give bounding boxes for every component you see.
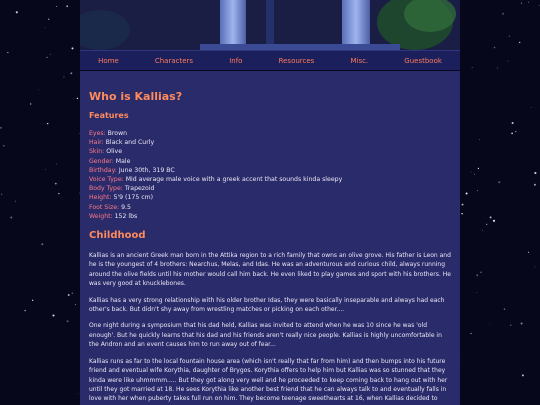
stat-value: Mid average male voice with a greek accent that sounds kinda sleepy bbox=[125, 176, 343, 184]
stat-label: Skin: bbox=[89, 148, 105, 156]
childhood-paragraph: One night during a symposium that his dad held, Kallias was invited to attend when he was 10 since he was 'old enough'. But he quickly learns that his dad and his friends aren't really nice people. Kallias is highly uncomfortable in the Andron and an event causes him to run away out of fear... bbox=[89, 322, 442, 349]
stat-label: Hair: bbox=[89, 139, 104, 147]
stat-height bbox=[89, 193, 451, 202]
nav-info[interactable]: Info bbox=[229, 56, 243, 65]
header-banner bbox=[80, 0, 460, 50]
stat-label: Eyes: bbox=[89, 130, 106, 137]
stat-label: Voice Type: bbox=[89, 176, 124, 184]
nav-home[interactable]: Home bbox=[98, 56, 119, 65]
stat-hair bbox=[89, 138, 451, 147]
nav-resources[interactable]: Resources bbox=[278, 56, 315, 65]
nav-guestbook[interactable]: Guestbook bbox=[404, 56, 442, 65]
stat-label: Birthday: bbox=[89, 166, 117, 174]
stat-value: Trapezoid bbox=[124, 185, 155, 193]
stat-label: Foot Size: bbox=[89, 203, 120, 211]
main-navigation bbox=[80, 50, 460, 70]
childhood-paragraph: Kallias is an ancient Greek man born in the Attika region to a rich family that owns an olive grove. His father is Leon and he is the youngest of 4 brothers: Nearchus, Melas, and Idas. He was an adventurous and curious child, always running around the olive fields until his mother would call him back. He even liked to play games and sport with his brothers. He was very good at knucklebones. bbox=[89, 252, 451, 288]
stat-value: June 30th, 319 BC bbox=[118, 166, 175, 174]
stat-value: Black and Curly bbox=[105, 139, 155, 147]
stat-value: 5'9 (175 cm) bbox=[113, 194, 154, 202]
nav-misc[interactable]: Misc. bbox=[350, 56, 369, 65]
stat-value: Brown bbox=[107, 130, 128, 137]
page-title: Who is Kallias? bbox=[89, 90, 183, 103]
stat-body-type bbox=[89, 184, 451, 193]
stat-gender bbox=[89, 157, 451, 166]
stat-foot-size bbox=[89, 203, 451, 212]
stat-birthday bbox=[89, 166, 451, 175]
page-wrapper bbox=[80, 0, 460, 405]
childhood-heading: Childhood bbox=[89, 230, 146, 242]
temple-banner-image bbox=[80, 0, 460, 50]
stat-skin bbox=[89, 147, 451, 156]
stat-value: Olive bbox=[106, 148, 122, 156]
childhood-paragraph: Kallias has a very strong relationship with his older brother Idas, they were basically inseparable and always had each other's back. But didn't shy away from wrestling matches or picking on each other.... bbox=[89, 296, 445, 314]
stat-value: Male bbox=[115, 157, 131, 165]
stat-value: 152 lbs bbox=[114, 212, 138, 220]
stat-label: Weight: bbox=[89, 212, 113, 220]
childhood-paragraph: Kallias runs as far to the local fountain house area (which isn't really that far from him) and then bumps into his future friend and eventual wife Korythia, daughter of Brygos. Korythia offers to help him but Kallias was so stunned that they kinda were like uhmmmm..... But they got along very well and he proceeded to keep coming back to hang out with her until they got married at 18. He sees Korythia like another best friend that he can always talk to and eventually falls in love with her when puberty takes full run on him. They become teenage sweethearts at 16, when Kallias decided to bbox=[89, 357, 448, 403]
stat-weight bbox=[89, 212, 451, 221]
stat-label: Height: bbox=[89, 194, 112, 202]
features-heading: Features bbox=[89, 111, 129, 120]
main-content bbox=[80, 71, 460, 405]
stat-label: Gender: bbox=[89, 157, 114, 165]
stat-label: Body Type: bbox=[89, 185, 123, 193]
stat-value: 9.5 bbox=[121, 203, 131, 211]
stat-eyes bbox=[89, 129, 451, 138]
stat-voice-type bbox=[89, 175, 451, 184]
nav-characters[interactable]: Characters bbox=[154, 56, 194, 65]
features-list bbox=[89, 129, 451, 221]
